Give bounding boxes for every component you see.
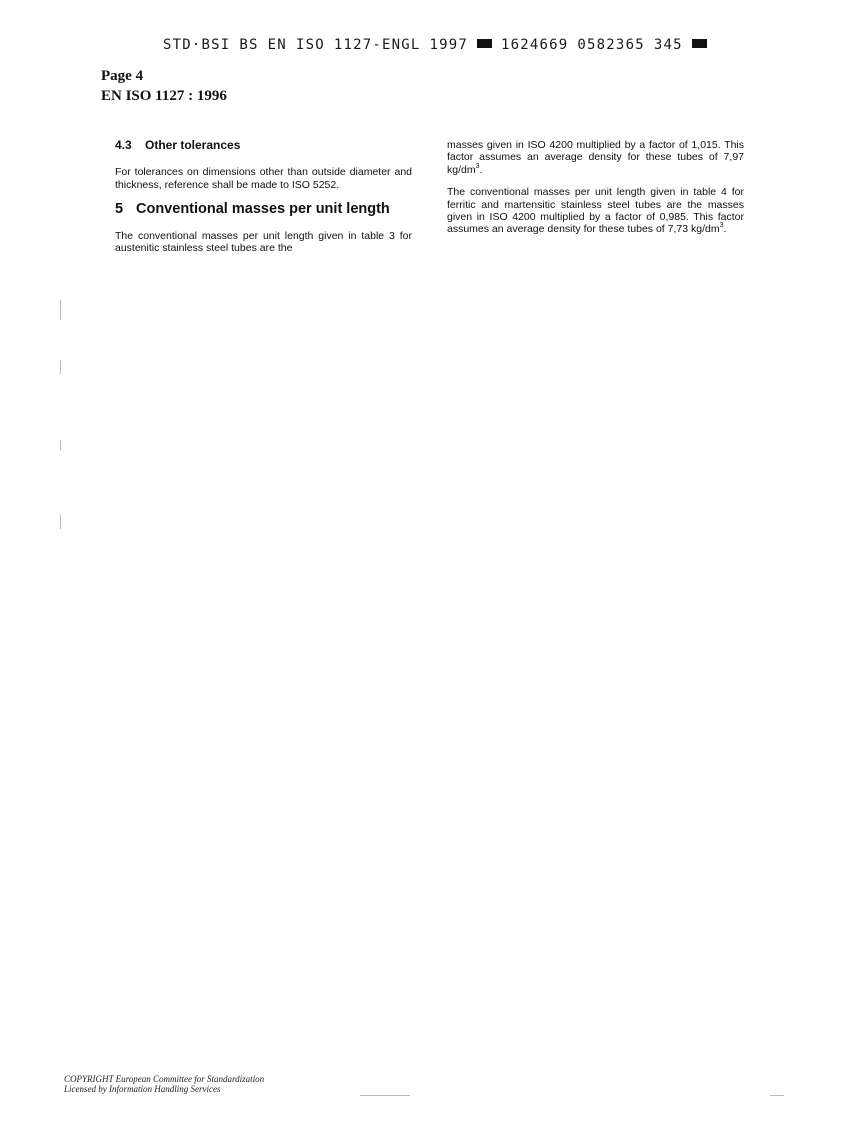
section-4-3-body: For tolerances on dimensions other than outside diameter and thickness, reference shall be made to ISO 5252.: [115, 166, 412, 191]
standard-reference: EN ISO 1127 : 1996: [101, 88, 227, 104]
paragraph-end: .: [723, 223, 727, 236]
scan-artifact: [770, 1095, 784, 1096]
paragraph-austenitic-density: [447, 139, 744, 176]
paragraph-text: masses given in ISO 4200 multiplied by a factor of 1,015. This factor assumes an average density for these tubes of 7,97 kg/dm: [447, 139, 744, 176]
paragraph-end: .: [479, 163, 483, 176]
header-block-mark: [692, 39, 707, 48]
header-code: 1624669: [501, 37, 569, 53]
header-segment: 1997: [429, 37, 469, 53]
header-code: 345: [653, 37, 683, 53]
header-block-mark: [477, 39, 492, 48]
page-label: Page 4: [101, 68, 144, 84]
footer-copyright-line: COPYRIGHT European Committee for Standardization: [64, 1074, 265, 1084]
footer-license-line: Licensed by Information Handling Services: [64, 1083, 221, 1094]
section-heading-5: [115, 201, 412, 218]
paragraph-text: The conventional masses per unit length given in table 4 for ferritic and martensitic stainless steel tubes are the masses given in ISO 4200 multiplied by a factor of 0,985. This factor assumes an average density for these tubes of 7,73 kg/dm: [447, 186, 744, 236]
paragraph-ferritic-density: [447, 186, 744, 236]
scan-artifact: [60, 300, 61, 320]
page-identifier: [101, 66, 227, 106]
section-number: 4.3: [115, 138, 132, 152]
section-title: Conventional masses per unit length: [136, 201, 390, 218]
scan-artifact: [60, 440, 61, 450]
copyright-footer: [64, 1075, 264, 1094]
scan-artifact: [60, 515, 61, 529]
section-5-body: The conventional masses per unit length given in table 3 for austenitic stainless steel tubes are the: [115, 229, 412, 255]
superscript: 3: [475, 162, 480, 170]
left-column: [115, 139, 412, 264]
right-column: [447, 139, 744, 246]
section-number: 5: [115, 201, 124, 218]
section-title: Other tolerances: [145, 138, 241, 152]
header-segment: 1127-ENGL: [333, 37, 421, 53]
scan-artifact: [60, 360, 61, 374]
header-segment: BS: [239, 37, 259, 53]
header-segment: STD·BSI: [163, 37, 231, 53]
scan-header: [163, 37, 716, 53]
header-segment: ISO: [295, 37, 325, 53]
scan-artifact: [360, 1095, 410, 1096]
section-heading-4-3: [115, 139, 412, 151]
header-code: 0582365: [577, 37, 645, 53]
header-segment: EN: [267, 37, 287, 53]
superscript: 3: [719, 222, 724, 230]
